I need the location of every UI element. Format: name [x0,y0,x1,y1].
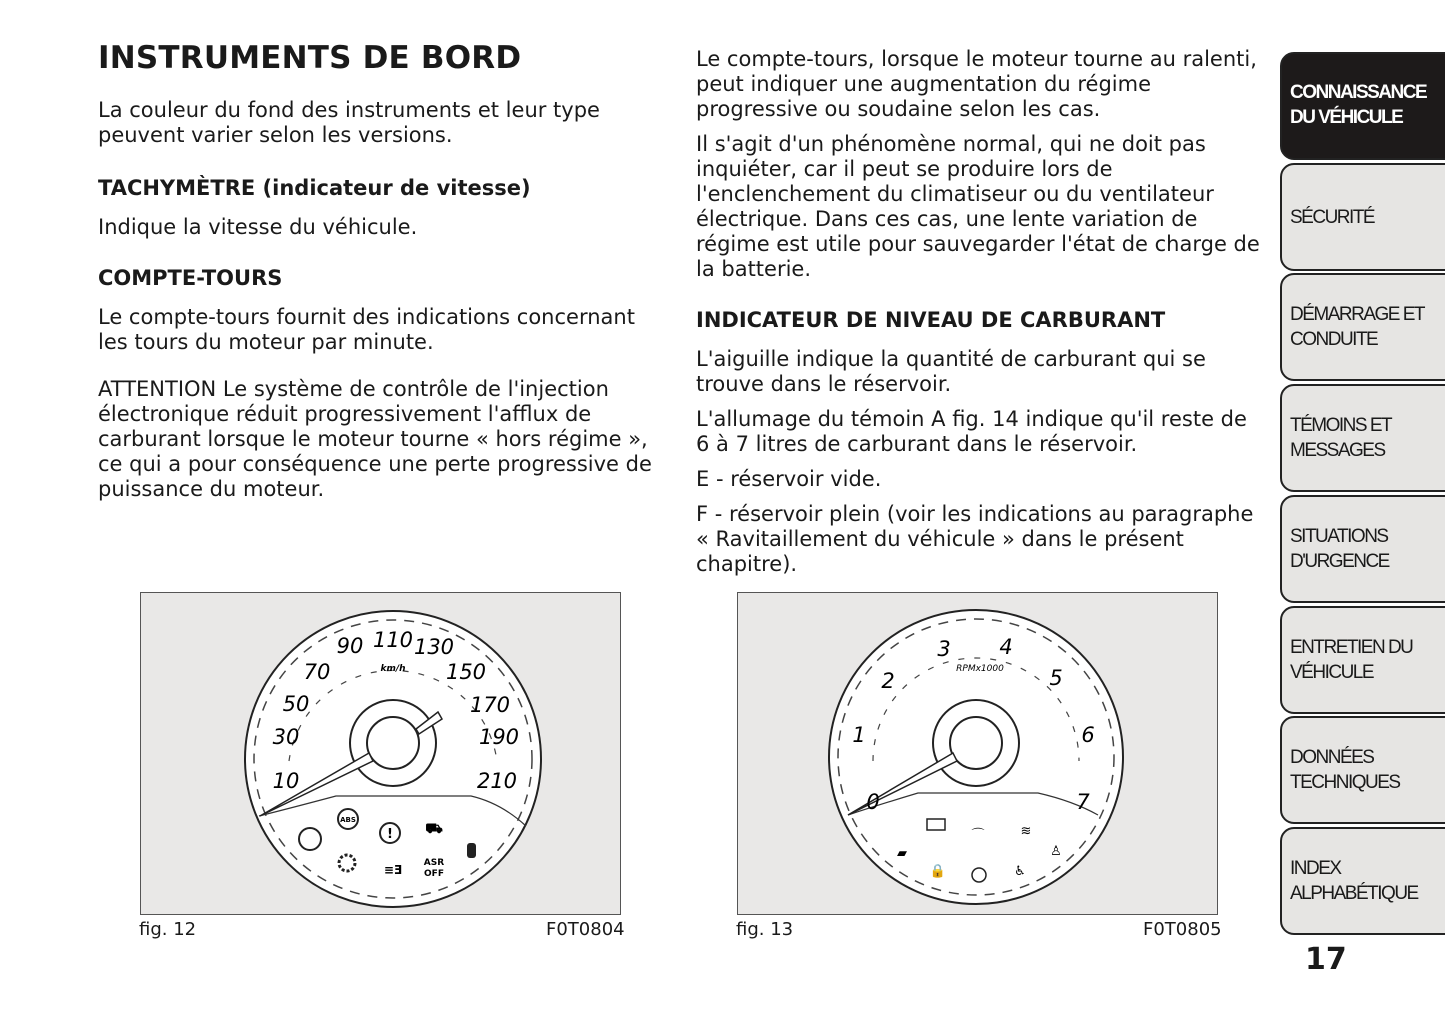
chapter-tab[interactable] [1280,273,1445,381]
phenomene-text: Il s'agit d'un phénomène normal, qui ne doit pas inquiéter, car il peut se produire lors de l'enclenchement du climatiseur ou du ventilateur électrique. Dans ces cas, une lente variation de régime est utile pour sauvegarder l'état de charge de la batterie. [696,132,1260,281]
figure-13-tachometer [737,592,1218,915]
rpm-label: 0 [866,790,880,814]
rpm-label: 2 [881,669,895,693]
speed-label: 70 [303,660,331,684]
rpm-label: 7 [1076,790,1090,814]
chapter-tab[interactable] [1280,495,1445,603]
speed-label: 130 [413,635,455,659]
speed-label: 150 [445,660,487,684]
seatbelt-icon: ♙ [1050,844,1062,859]
unit-label: km/h [380,664,406,674]
speed-label: 210 [476,769,518,793]
tab-line-1: INDEX [1290,858,1341,879]
chapter-tab-label [1290,524,1389,574]
speed-label: 30 [272,725,300,749]
asr-text: ASR [423,858,445,868]
chapter-tab[interactable] [1280,384,1445,492]
rpm-label: 3 [937,637,951,661]
left-column [98,98,663,512]
tab-line-1: TÉMOINS ET [1290,415,1392,436]
coolant-icon: ≋ [1020,824,1032,839]
tab-line-1: DONNÉES [1290,747,1374,768]
heading-compte-tours: COMPTE-TOURS [98,266,283,290]
fog-light-icon: ≡Ǝ [383,863,403,877]
door-open-icon [467,843,476,858]
heading-tachymetre: TACHYMÈTRE (indicateur de vitesse) [98,176,531,200]
rpm-label: 4 [999,635,1013,659]
tachometer-illustration [738,593,1216,913]
tab-line-2: MESSAGES [1290,440,1385,461]
rpm-label: 5 [1049,666,1063,690]
chapter-tab-label [1290,635,1412,685]
chapter-tab[interactable] [1280,163,1445,271]
tab-line-2: D'URGENCE [1290,551,1389,572]
rpm-label: 6 [1081,723,1095,747]
speed-label: 10 [272,769,300,793]
speed-label: 110 [372,628,414,652]
right-column [696,47,1261,587]
svg-text:!: ! [387,827,393,842]
chapter-tab[interactable] [1280,716,1445,824]
fig13-caption: fig. 13 [736,919,794,940]
speed-label: 90 [336,634,364,658]
speed-label: 50 [282,692,310,716]
temoin-text: L'allumage du témoin A fig. 14 indique qu'il reste de 6 à 7 litres de carburant dans le réservoir. [696,407,1247,456]
intro-text: La couleur du fond des instruments et leur type peuvent varier selon les versions. [98,98,600,147]
rpm-unit-label: RPMx1000 [956,664,1004,674]
tab-line-2: TECHNIQUES [1290,772,1400,793]
fig12-code: F0T0804 [546,919,625,940]
chapter-tab-label [1290,302,1424,352]
aiguille-text: L'aiguille indique la quantité de carburant qui se trouve dans le réservoir. [696,347,1206,396]
tab-line-1: DÉMARRAGE ET [1290,304,1425,325]
engine-icon: ▰ [897,846,907,861]
chapter-tab[interactable] [1280,52,1445,160]
speed-label: 190 [478,725,520,749]
chapter-tab-label [1290,413,1391,463]
tab-line-2: VÉHICULE [1290,662,1374,683]
tab-line-1: SÉCURITÉ [1290,206,1375,228]
immobilizer-icon: 🔒 [929,864,947,879]
chapter-tab-label [1290,745,1400,795]
fig12-caption: fig. 12 [139,919,197,940]
chapter-tab[interactable] [1280,606,1445,714]
page-title: INSTRUMENTS DE BORD [98,40,522,76]
airbag-icon: ♿ [1014,864,1026,879]
oil-icon: ⌒ [971,828,985,843]
rpm-label: 1 [852,723,866,747]
tab-line-1: ENTRETIEN DU [1290,637,1413,658]
esp-icon: ⛟ [425,821,443,837]
speed-label: 170 [469,693,511,717]
chapter-tab[interactable] [1280,827,1445,935]
asr-off-text: OFF [424,869,444,879]
ralenti-text: Le compte-tours, lorsque le moteur tourne au ralenti, peut indiquer une augmentation du régime progressive ou soudaine selon les cas. [696,47,1257,121]
page-number: 17 [1305,942,1347,977]
tab-line-2: DU VÉHICULE [1290,107,1403,128]
attention-text: ATTENTION Le système de contrôle de l'injection électronique réduit progressivement l'afflux de carburant lorsque le moteur tourne « hors régime », ce qui a pour conséquence une perte progressive de puissance du moteur. [98,377,652,501]
tab-line-1: CONNAISSANCE [1290,82,1427,103]
chapter-tab-label [1290,205,1374,230]
chapter-tab-label [1290,80,1426,130]
tab-line-1: SITUATIONS [1290,526,1388,547]
chapter-tab-label [1290,856,1418,906]
abs-text: ABS [340,816,356,824]
tab-line-2: CONDUITE [1290,329,1378,350]
tachymetre-text: Indique la vitesse du véhicule. [98,215,418,239]
speedometer-illustration [141,593,619,913]
tab-line-2: ALPHABÉTIQUE [1290,883,1418,904]
reservoir-plein-text: F - réservoir plein (voir les indications au paragraphe « Ravitaillement du véhicule » dans le présent chapitre). [696,502,1254,576]
reservoir-vide-text: E - réservoir vide. [696,467,882,491]
compte-tours-text: Le compte-tours fournit des indications concernant les tours du moteur par minute. [98,305,635,354]
figure-12-speedometer [140,592,621,915]
fig13-code: F0T0805 [1143,919,1222,940]
heading-carburant: INDICATEUR DE NIVEAU DE CARBURANT [696,308,1166,332]
